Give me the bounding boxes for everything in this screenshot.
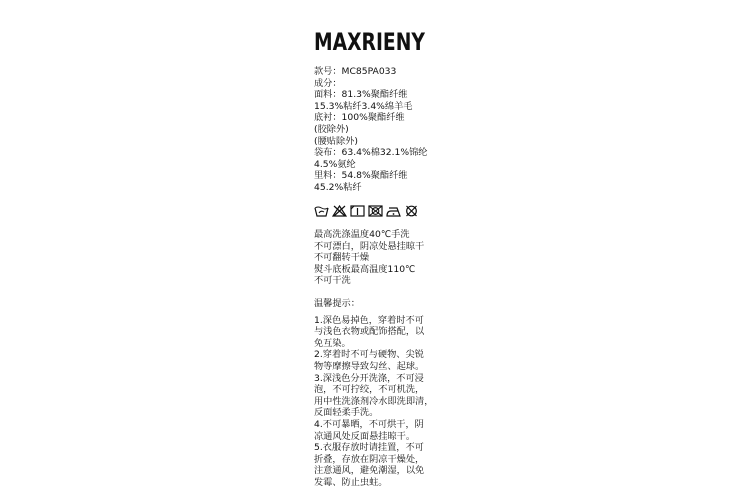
- composition-line: 里料：54.8%聚酯纤维: [314, 170, 408, 182]
- line-dry-shade-icon: [350, 205, 365, 217]
- composition-line: 底衬：100%聚酯纤维: [314, 112, 405, 124]
- care-icons: [314, 205, 419, 217]
- no-dry-clean-icon: [404, 205, 419, 217]
- tip-line: 5.衣服存放时请挂置，不可: [314, 442, 424, 454]
- tip-line: 泡，不可拧绞，不可机洗，: [314, 384, 425, 396]
- tip-line: 凉通风处反面悬挂晾干。: [314, 430, 416, 442]
- no-bleach-icon: [332, 205, 347, 217]
- style-number: 款号：MC85PA033: [314, 66, 397, 77]
- tip-line: 物等摩擦导致勾丝、起球。: [314, 360, 425, 372]
- composition-line: 面料：81.3%聚酯纤维: [314, 89, 408, 101]
- tip-line: 2.穿着时不可与硬物、尖锐: [314, 349, 424, 361]
- iron-110-icon: [386, 205, 401, 217]
- hand-wash-40-icon: [314, 205, 329, 217]
- care-text-line: 最高洗涤温度40℃手洗: [314, 229, 410, 240]
- tip-line: 免互染。: [314, 337, 351, 349]
- care-text-line: 不可干洗: [314, 275, 351, 287]
- care-text-line: 不可翻转干燥: [314, 252, 370, 264]
- tip-line: 1.深色易掉色，穿着时不可: [314, 314, 424, 326]
- care-text-block: [314, 229, 424, 287]
- composition-line: 15.3%粘纤3.4%绵羊毛: [314, 100, 413, 112]
- tip-line: 反面轻柔手洗。: [314, 407, 379, 419]
- tip-line: 折叠，存放在阴凉干燥处，: [314, 453, 425, 465]
- care-text-line: 熨斗底板最高温度110℃: [314, 263, 416, 275]
- tip-line: 3.深浅色分开洗涤，不可浸: [314, 372, 424, 384]
- tips-block: [314, 298, 433, 489]
- brand-logo: MAXRIENY: [314, 28, 425, 56]
- tip-line: 与浅色衣物或配饰搭配，以: [314, 326, 425, 338]
- composition-line: 45.2%粘纤: [314, 181, 362, 193]
- composition-line: 4.5%氨纶: [314, 158, 356, 170]
- composition-line: (胶除外): [314, 123, 349, 135]
- no-tumble-dry-icon: [368, 205, 383, 217]
- composition-heading: 成分：: [314, 77, 342, 89]
- tip-line: 4.不可暴晒，不可烘干，阴: [314, 418, 424, 430]
- composition-block: [314, 66, 428, 194]
- tip-line: 发霉、防止虫蛀。: [314, 476, 388, 488]
- care-text-line: 不可漂白，阴凉处悬挂晾干: [314, 240, 425, 252]
- tips-title: 温馨提示：: [314, 298, 360, 309]
- composition-line: (腰贴除外): [314, 135, 358, 147]
- composition-line: 袋布：63.4%棉32.1%锦纶: [314, 147, 428, 159]
- tip-line: 用中性洗涤剂冷水即洗即清，: [314, 395, 434, 407]
- tip-line: 注意通风，避免潮湿，以免: [314, 465, 425, 477]
